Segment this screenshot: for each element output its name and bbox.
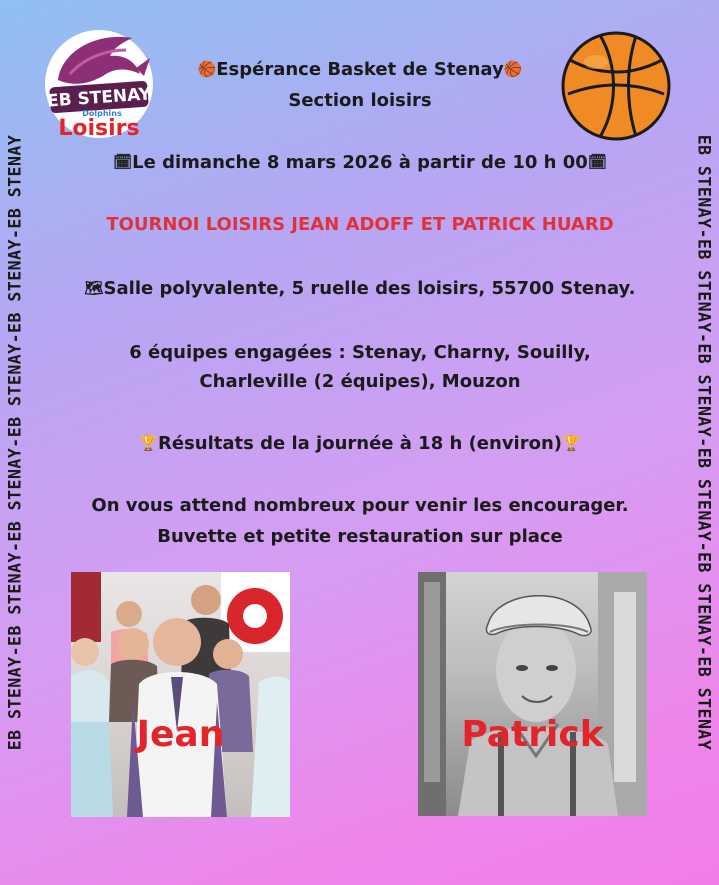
tournament-name: TOURNOI LOISIRS JEAN ADOFF ET PATRICK HUARD xyxy=(106,214,614,235)
photo-jean-label: Jean xyxy=(136,714,225,755)
portrait-photo-illustration xyxy=(418,572,647,816)
side-banner-left-text: EB STENAY-EB STENAY-EB STENAY-EB STENAY-EB STENAY-EB STENAY xyxy=(5,134,25,751)
calendar-icon: 🗓 xyxy=(113,153,133,171)
event-date xyxy=(40,148,680,177)
trophy-icon: 🏆 xyxy=(562,434,581,452)
logo-subtext: Dolphins xyxy=(82,109,122,118)
trophy-icon: 🏆 xyxy=(139,434,158,452)
club-title-text: Espérance Basket de Stenay xyxy=(216,59,504,80)
basketball-emoji-icon: 🏀 xyxy=(197,60,217,78)
section-subtitle: Section loisirs xyxy=(288,90,432,111)
side-banner-right-text: EB STENAY-EB STENAY-EB STENAY-EB STENAY-EB STENAY-EB STENAY xyxy=(694,134,714,751)
photo-patrick-label: Patrick xyxy=(461,714,604,755)
teams-line-1: 6 équipes engagées : Stenay, Charny, Souilly, xyxy=(129,342,591,363)
logo-text: EB STENAY xyxy=(46,84,152,112)
side-banner-right xyxy=(689,0,719,885)
event-date-text: Le dimanche 8 mars 2026 à partir de 10 h 00 xyxy=(132,152,588,173)
club-title xyxy=(40,55,680,84)
map-icon: 🗺 xyxy=(84,279,104,297)
teams-line-2: Charleville (2 équipes), Mouzon xyxy=(199,371,521,392)
results-time xyxy=(40,429,680,458)
photo-jean xyxy=(71,572,290,817)
photo-patrick xyxy=(418,572,647,816)
basketball-icon xyxy=(560,30,672,142)
results-time-text: Résultats de la journée à 18 h (environ) xyxy=(157,433,562,454)
invite-line-1: On vous attend nombreux pour venir les encourager. xyxy=(91,495,629,516)
calendar-icon: 🗓 xyxy=(587,153,607,171)
logo-loisirs-word: Loisirs xyxy=(58,116,140,141)
event-location-text: Salle polyvalente, 5 ruelle des loisirs, 55700 Stenay. xyxy=(103,278,636,299)
basketball-emoji-icon: 🏀 xyxy=(503,60,523,78)
invite-line-2: Buvette et petite restauration sur place xyxy=(157,526,563,547)
group-photo-illustration xyxy=(71,572,290,817)
event-location xyxy=(40,274,680,303)
side-banner-left xyxy=(0,0,30,885)
